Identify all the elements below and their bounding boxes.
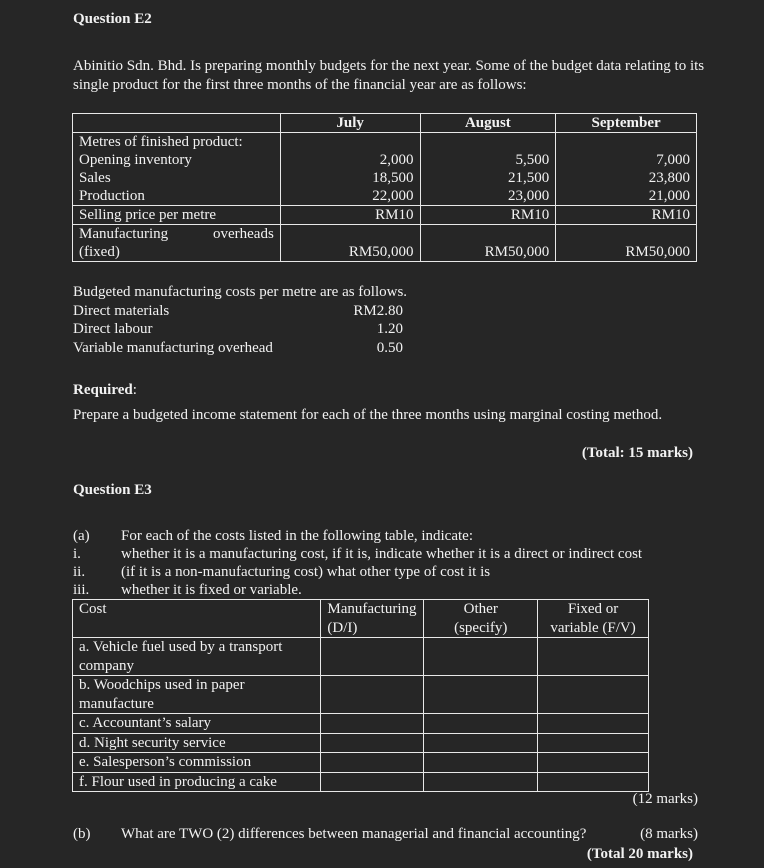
cost-value: 0.50	[376, 339, 403, 356]
label-part: overheads	[212, 226, 274, 242]
cost-label: Variable manufacturing overhead	[73, 339, 273, 356]
cell-value: 21,000	[648, 188, 690, 204]
answer-cell-manufacturing[interactable]	[321, 772, 424, 792]
answer-cell-other[interactable]	[424, 733, 538, 753]
answer-cell-manufacturing[interactable]	[321, 733, 424, 753]
cost-item: a. Vehicle fuel used by a transport company	[73, 638, 321, 676]
table-row-metres	[73, 133, 697, 206]
header-other	[424, 600, 538, 638]
cell-value: RM10	[420, 206, 556, 225]
answer-cell-fixed-variable[interactable]	[538, 753, 649, 773]
part-marker: (b)	[73, 826, 91, 842]
part-a-intro	[73, 527, 642, 545]
answer-cell-other[interactable]	[424, 753, 538, 773]
table-row	[73, 753, 649, 773]
cell-value: RM50,000	[420, 225, 556, 262]
cost-item: c. Accountant’s salary	[73, 714, 321, 734]
header-fixed-variable	[538, 600, 649, 638]
question-e3-title: Question E3	[73, 482, 152, 498]
question-e2-intro: Abinitio Sdn. Bhd. Is preparing monthly budgets for the next year. Some of the budget data relating to its single product for the first three months of the financial year are as follows:	[73, 58, 705, 93]
answer-cell-fixed-variable[interactable]	[538, 733, 649, 753]
cell-value: 23,800	[648, 170, 690, 186]
july-metres	[280, 133, 420, 206]
answer-cell-other[interactable]	[424, 638, 538, 676]
cost-label: Direct labour	[73, 321, 153, 337]
total-marks-e3: (Total 20 marks)	[586, 846, 693, 862]
required-text: Prepare a budgeted income statement for each of the three months using marginal costing method.	[73, 407, 663, 423]
row-label: Selling price per metre	[73, 206, 281, 225]
required-heading	[73, 382, 137, 399]
header-line: (specify)	[454, 619, 508, 636]
required-colon: :	[132, 382, 137, 398]
cell-value: 2,000	[379, 152, 414, 168]
header-cost: Cost	[73, 600, 321, 638]
cell-value: RM10	[280, 206, 420, 225]
header-september: September	[556, 114, 697, 133]
section-label: Metres of finished product:	[79, 134, 243, 150]
item-text: (if it is a non-manufacturing cost) what other type of cost it is	[121, 564, 491, 580]
cost-value: 1.20	[376, 321, 403, 337]
part-b-text: What are TWO (2) differences between managerial and financial accounting?	[121, 826, 587, 842]
answer-cell-fixed-variable[interactable]	[538, 676, 649, 714]
header-line: (D/I)	[327, 619, 358, 636]
answer-cell-manufacturing[interactable]	[321, 714, 424, 734]
table-row	[73, 733, 649, 753]
list-item	[73, 545, 642, 563]
cell-value: 5,500	[515, 152, 550, 168]
header-line: variable (F/V)	[550, 619, 636, 636]
item-marker: ii.	[73, 564, 86, 580]
item-marker: iii.	[73, 582, 90, 598]
header-blank	[73, 114, 281, 133]
total-marks-e2: (Total: 15 marks)	[581, 445, 693, 461]
header-manufacturing	[321, 600, 424, 638]
answer-cell-fixed-variable[interactable]	[538, 638, 649, 676]
table-row-overheads	[73, 225, 697, 262]
budget-table	[72, 113, 697, 262]
table-row-selling-price	[73, 206, 697, 225]
cost-line	[73, 302, 407, 321]
costs-intro: Budgeted manufacturing costs per metre are as follows.	[73, 284, 408, 300]
header-line: Fixed or	[567, 601, 619, 617]
cost-classification-table	[72, 599, 649, 792]
header-line: Manufacturing	[327, 601, 417, 617]
answer-cell-manufacturing[interactable]	[321, 638, 424, 676]
cell-value: 23,000	[508, 188, 550, 204]
metres-labels	[73, 133, 281, 206]
cost-item: d. Night security service	[73, 733, 321, 753]
manufacturing-costs	[73, 283, 407, 357]
label-part: Manufacturing	[79, 226, 169, 242]
header-line: Other	[463, 601, 498, 617]
list-item	[73, 581, 642, 599]
list-item	[73, 563, 642, 581]
table-row	[73, 772, 649, 792]
budget-table-header	[73, 114, 697, 133]
row-label: Opening inventory	[79, 152, 192, 168]
answer-cell-fixed-variable[interactable]	[538, 714, 649, 734]
august-metres	[420, 133, 556, 206]
overheads-label-line1	[79, 225, 274, 243]
question-e2-title: Question E2	[73, 11, 152, 27]
part-text: For each of the costs listed in the following table, indicate:	[121, 528, 473, 544]
answer-cell-manufacturing[interactable]	[321, 676, 424, 714]
answer-cell-other[interactable]	[424, 772, 538, 792]
cell-value: RM10	[556, 206, 697, 225]
table-row	[73, 638, 649, 676]
header-july: July	[280, 114, 420, 133]
row-label: Production	[79, 188, 145, 204]
cell-value: 21,500	[508, 170, 550, 186]
label-part: (fixed)	[79, 244, 120, 260]
answer-cell-manufacturing[interactable]	[321, 753, 424, 773]
part-a-instructions	[73, 527, 642, 599]
cost-item: f. Flour used in producing a cake	[73, 772, 321, 792]
cost-item: b. Woodchips used in paper manufacture	[73, 676, 321, 714]
cost-label: Direct materials	[73, 302, 170, 319]
table-row	[73, 714, 649, 734]
required-label: Required	[73, 382, 133, 398]
row-label: Sales	[79, 170, 111, 186]
part-b	[73, 826, 698, 843]
answer-cell-other[interactable]	[424, 676, 538, 714]
table-row	[73, 676, 649, 714]
cost-item: e. Salesperson’s commission	[73, 753, 321, 773]
cell-value: RM50,000	[556, 225, 697, 262]
cell-value: 18,500	[372, 170, 414, 186]
cell-value: 7,000	[656, 152, 690, 168]
cell-value: 22,000	[372, 188, 414, 204]
cost-line	[73, 320, 407, 339]
part-b-marks: (8 marks)	[640, 826, 698, 842]
part-marker: (a)	[73, 528, 90, 544]
answer-cell-fixed-variable[interactable]	[538, 772, 649, 792]
september-metres	[556, 133, 697, 206]
cell-value: RM50,000	[280, 225, 420, 262]
cost-value: RM2.80	[353, 302, 403, 319]
header-august: August	[420, 114, 556, 133]
row-label-overheads	[73, 225, 281, 262]
item-text: whether it is fixed or variable.	[121, 582, 302, 598]
part-a-marks: (12 marks)	[632, 791, 698, 807]
answer-cell-other[interactable]	[424, 714, 538, 734]
cost-line	[73, 339, 407, 358]
cost-table-header	[73, 600, 649, 638]
item-text: whether it is a manufacturing cost, if it is, indicate whether it is a direct or indirect cost	[121, 546, 643, 562]
item-marker: i.	[73, 546, 81, 562]
